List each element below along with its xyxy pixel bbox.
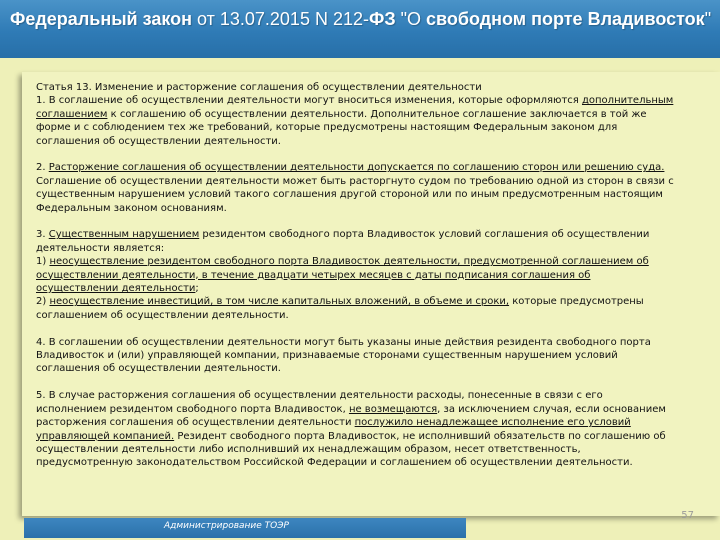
clause-1-text-end: к соглашению об осуществлении деятельности. Дополнительное соглашение заключается в той же форме и с соблюдением тех же требований, которые предусмотрены настоящим Федеральным законом для соглашения об осуществлении деятельности. — [36, 108, 647, 147]
item-1-end: ; — [195, 283, 199, 295]
slide-title — [10, 9, 711, 30]
clause-5-text-a: 5. В случае расторжения соглашения об осуществлении деятельности расходы, понесенные в связи с его исполнением резидентом свободного порта Владивосток, — [36, 390, 603, 415]
clause-1-underlined: дополнительным соглашением — [36, 95, 674, 120]
clause-1-text: 1. В соглашение об осуществлении деятельности могут вноситься изменения, которые оформляются — [36, 95, 582, 107]
article-text — [36, 81, 676, 470]
clause-5 — [36, 389, 676, 469]
clause-2 — [36, 161, 676, 215]
clause-5-underlined-2: послужило ненадлежащее исполнение его условий управляющей компанией. — [36, 417, 631, 442]
slide-header — [0, 0, 720, 58]
item-2-number: 2) — [36, 296, 50, 308]
title-part-date: от 13.07.2015 N 212- — [192, 9, 369, 29]
item-2-underlined: неосуществление инвестиций, в том числе капитальных вложений, в объеме и сроки, — [49, 296, 510, 308]
page-number: 57 — [681, 510, 694, 521]
clause-3-item-1 — [36, 255, 676, 295]
title-part-quote-close: " — [704, 9, 712, 29]
article-block-1 — [36, 81, 676, 148]
title-part-subject: свободном порте Владивосток — [426, 9, 705, 29]
item-1-number: 1) — [36, 256, 50, 268]
footer-bar — [24, 518, 466, 538]
clause-2-text: Соглашение об осуществлении деятельности может быть расторгнуто судом по требованию одной из сторон в связи с существенным нарушением условий такого соглашения другой стороной или по иным предусмотренным настоящим Федеральным законом основаниям. — [36, 175, 674, 214]
clause-5-text-b: , за исключением случая, если основанием расторжения соглашения об осуществлении деятельности — [36, 403, 666, 429]
clause-3 — [36, 228, 676, 322]
article-heading: Статья 13. Изменение и расторжение соглашения об осуществлении деятельности — [36, 82, 482, 93]
clause-3-text: резидентом свободного порта Владивосток условий соглашения об осуществлении деятельности является: — [36, 229, 650, 254]
clause-2-underlined: Расторжение соглашения об осуществлении деятельности допускается по соглашению сторон или решению суда. — [48, 162, 665, 174]
item-2-text: которые предусмотрены соглашением об осуществлении деятельности. — [36, 296, 644, 321]
clause-3-item-2 — [36, 295, 676, 322]
title-part-quote-open: "О — [395, 9, 427, 29]
clause-3-intro — [36, 228, 676, 255]
clause-5-underlined-1: не возмещаются — [348, 403, 438, 415]
clause-3-underlined: Существенным нарушением — [48, 229, 200, 241]
title-part-fz: ФЗ — [368, 9, 396, 29]
clause-4: 4. В соглашении об осуществлении деятельности могут быть указаны иные действия резидента свободного порта Владивосток и (или) управляющей компании, признаваемые сторонами существенным нарушением условий соглашения об осуществлении деятельности. — [36, 336, 651, 375]
title-part-law: Федеральный закон — [10, 9, 192, 29]
item-1-underlined: неосуществление резидентом свободного порта Владивосток деятельности, предусмотренной соглашением об осуществлении деятельности, в течение двадцати четырех месяцев с даты подписания соглашения об осуществлении деятельности — [36, 256, 649, 295]
clause-1 — [36, 94, 676, 148]
clause-2-number: 2. — [36, 162, 49, 174]
clause-5-text-c: Резидент свободного порта Владивосток, не исполнивший обязательств по соглашению об осуществлении деятельности либо исполнивший их ненадлежащим образом, несет ответственность, предусмотренную законодательством Российской Федерации и соглашением об осуществлении деятельности. — [36, 430, 666, 469]
footer-org: Администрирование ТОЭР — [164, 521, 289, 531]
clause-3-number: 3. — [36, 229, 49, 241]
